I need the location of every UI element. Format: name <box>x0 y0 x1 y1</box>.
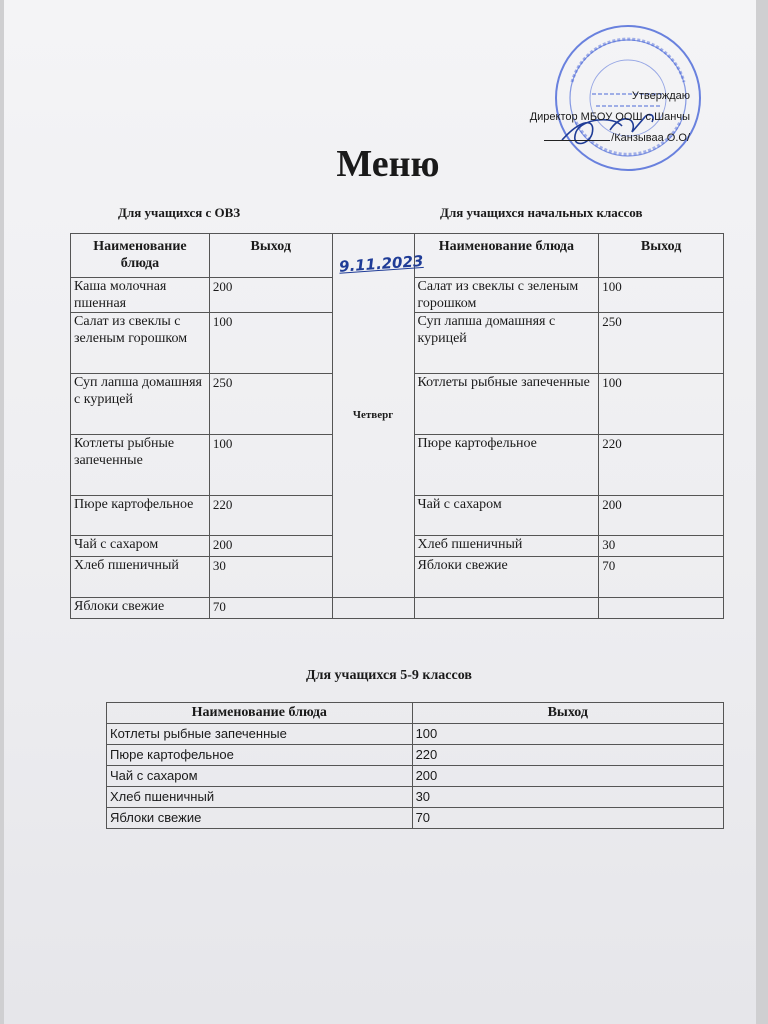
primary-output-cell: 220 <box>599 435 724 496</box>
ovz-output-cell: 30 <box>209 557 332 598</box>
ovz-output-cell: 200 <box>209 278 332 313</box>
ovz-output-cell: 220 <box>209 496 332 536</box>
primary-dish-cell: Хлеб пшеничный <box>414 536 599 557</box>
secondary-dish-cell: Котлеты рыбные запеченные <box>107 724 413 745</box>
main-menu-table <box>70 233 724 619</box>
table-row <box>107 745 724 766</box>
ovz-heading: Для учащихся с ОВЗ <box>118 205 241 220</box>
weekday-label: Четверг <box>352 409 394 421</box>
ovz-output-cell: 100 <box>209 435 332 496</box>
secondary-heading: Для учащихся 5-9 классов <box>306 668 472 683</box>
primary-dish-cell: Салат из свеклы с зеленым горошком <box>414 278 599 313</box>
primary-empty-cell <box>599 598 724 619</box>
day-cell <box>332 234 424 598</box>
primary-output-cell: 100 <box>599 374 724 435</box>
table-row <box>71 598 724 619</box>
table-row <box>107 724 724 745</box>
primary-dish-header: Наименование блюда <box>414 234 599 278</box>
approval-signatory: /Канзываа О.О/ <box>530 128 690 149</box>
secondary-dish-header: Наименование блюда <box>107 703 413 724</box>
ovz-output-cell: 70 <box>209 598 332 619</box>
handwritten-date: 9.11.2023 <box>338 251 424 276</box>
primary-output-cell: 250 <box>599 313 724 374</box>
primary-dish-cell: Пюре картофельное <box>414 435 599 496</box>
primary-output-cell: 200 <box>599 496 724 536</box>
page-title: Меню <box>336 143 440 185</box>
ovz-output-header: Выход <box>209 234 332 278</box>
secondary-output-header: Выход <box>412 703 723 724</box>
primary-output-header: Выход <box>599 234 724 278</box>
secondary-dish-cell: Чай с сахаром <box>107 766 413 787</box>
primary-empty-cell <box>414 598 599 619</box>
table-row <box>107 808 724 829</box>
approval-position: Директор МБОУ ООШ с.Шанчы <box>529 111 690 123</box>
primary-output-cell: 70 <box>599 557 724 598</box>
ovz-output-cell: 100 <box>209 313 332 374</box>
ovz-output-cell: 200 <box>209 536 332 557</box>
ovz-dish-cell: Каша молочная пшенная <box>71 278 210 313</box>
signature-line <box>544 128 610 141</box>
primary-output-cell: 30 <box>599 536 724 557</box>
table-row <box>107 787 724 808</box>
secondary-output-cell: 200 <box>412 766 723 787</box>
ovz-dish-cell: Салат из свеклы с зеленым горошком <box>71 313 210 374</box>
ovz-dish-cell: Котлеты рыбные запеченные <box>71 435 210 496</box>
primary-heading: Для учащихся начальных классов <box>440 205 643 220</box>
table-row <box>107 766 724 787</box>
primary-dish-cell: Чай с сахаром <box>414 496 599 536</box>
secondary-dish-cell: Хлеб пшеничный <box>107 787 413 808</box>
document-page <box>4 0 756 1024</box>
secondary-dish-cell: Пюре картофельное <box>107 745 413 766</box>
secondary-output-cell: 30 <box>412 787 723 808</box>
approval-block <box>530 86 690 149</box>
ovz-dish-header: Наименование блюда <box>71 234 210 278</box>
primary-dish-cell: Яблоки свежие <box>414 557 599 598</box>
secondary-menu-table <box>106 702 724 829</box>
primary-dish-cell: Суп лапша домашняя с курицей <box>414 313 599 374</box>
ovz-output-cell: 250 <box>209 374 332 435</box>
secondary-output-cell: 70 <box>412 808 723 829</box>
ovz-dish-cell: Пюре картофельное <box>71 496 210 536</box>
ovz-dish-cell: Хлеб пшеничный <box>71 557 210 598</box>
secondary-output-cell: 220 <box>412 745 723 766</box>
ovz-dish-cell: Яблоки свежие <box>71 598 210 619</box>
ovz-dish-cell: Суп лапша домашняя с курицей <box>71 374 210 435</box>
secondary-output-cell: 100 <box>412 724 723 745</box>
approval-label: Утверждаю <box>631 90 690 102</box>
primary-dish-cell: Котлеты рыбные запеченные <box>414 374 599 435</box>
day-cell-tail <box>332 598 414 619</box>
secondary-dish-cell: Яблоки свежие <box>107 808 413 829</box>
ovz-dish-cell: Чай с сахаром <box>71 536 210 557</box>
primary-output-cell: 100 <box>599 278 724 313</box>
